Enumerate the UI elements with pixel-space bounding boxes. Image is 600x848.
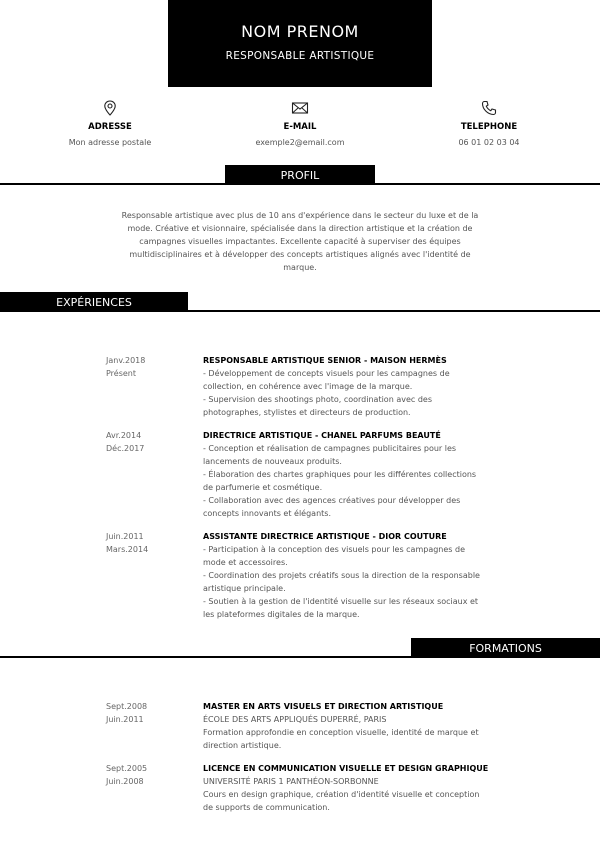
entry-title: MASTER EN ARTS VISUELS ET DIRECTION ARTISTIQUE — [203, 702, 444, 711]
entry-line: concepts innovants et élégants. — [203, 509, 331, 518]
profile-line: Responsable artistique avec plus de 10 ans d'expérience dans le secteur du luxe et de la — [121, 211, 479, 220]
entry-line: de parfumerie et cosmétique. — [203, 483, 323, 492]
entry-dates — [106, 700, 196, 726]
contact-label: E-MAIL — [283, 122, 317, 132]
profile-line: multidisciplinaires et à développer des concepts artistiques alignés avec l'identité de — [129, 250, 471, 259]
entry-line: - Supervision des shootings photo, coordination avec des — [203, 395, 432, 404]
entry-line: Cours en design graphique, création d'identité visuelle et conception — [203, 790, 480, 799]
entry-body — [203, 429, 493, 520]
date-end: Juin.2008 — [106, 777, 144, 786]
entry-line: de supports de communication. — [203, 803, 330, 812]
contact-value: 06 01 02 03 04 — [458, 138, 520, 147]
candidate-name: NOM PRENOM — [241, 22, 359, 41]
job-title: RESPONSABLE ARTISTIQUE — [225, 50, 375, 62]
entry-body — [203, 530, 493, 621]
entry-line: - Développement de concepts visuels pour les campagnes de — [203, 369, 450, 378]
entry-line: ÉCOLE DES ARTS APPLIQUÉS DUPERRÉ, PARIS — [203, 715, 387, 724]
entry-line: - Conception et réalisation de campagnes publicitaires pour les — [203, 444, 457, 453]
contact-value: Mon adresse postale — [68, 138, 152, 147]
entry-body — [203, 354, 493, 419]
entry-line: photographes, stylistes et directeurs de production. — [203, 408, 411, 417]
section-title-experience: EXPÉRIENCES — [0, 292, 188, 312]
date-end: Déc.2017 — [106, 444, 145, 453]
date-start: Juin.2011 — [106, 532, 144, 541]
envelope-icon — [291, 100, 309, 116]
entry-line: lancements de nouveaux produits. — [203, 457, 342, 466]
entry-line: Formation approfondie en conception visuelle, identité de marque et — [203, 728, 479, 737]
profile-summary — [114, 209, 486, 274]
entry-title: RESPONSABLE ARTISTIQUE SENIOR - MAISON HERMÈS — [203, 356, 447, 365]
contact-email — [210, 100, 390, 147]
entry-dates — [106, 530, 196, 556]
date-end: Présent — [106, 369, 137, 378]
section-title-profile: PROFIL — [225, 165, 375, 185]
entry-dates — [106, 354, 196, 380]
date-end: Juin.2011 — [106, 715, 144, 724]
contact-address — [20, 100, 200, 147]
date-end: Mars.2014 — [106, 545, 149, 554]
entry-dates — [106, 429, 196, 455]
entry-line: - Collaboration avec des agences créatives pour développer des — [203, 496, 461, 505]
entry-title: LICENCE EN COMMUNICATION VISUELLE ET DESIGN GRAPHIQUE — [203, 764, 489, 773]
entry-title: ASSISTANTE DIRECTRICE ARTISTIQUE - DIOR COUTURE — [203, 532, 447, 541]
profile-line: marque. — [283, 263, 317, 272]
entry-title: DIRECTRICE ARTISTIQUE - CHANEL PARFUMS BEAUTÉ — [203, 431, 441, 440]
profile-line: campagnes visuelles impactantes. Excellente capacité à superviser des équipes — [139, 237, 461, 246]
contact-phone — [399, 100, 579, 147]
entry-line: les plateformes digitales de la marque. — [203, 610, 360, 619]
entry-body — [203, 762, 493, 814]
entry-line: direction artistique. — [203, 741, 282, 750]
entry-line: - Élaboration des chartes graphiques pour les différentes collections — [203, 470, 477, 479]
header-banner — [168, 0, 432, 87]
map-pin-icon — [103, 100, 117, 116]
entry-body — [203, 700, 493, 752]
entry-dates — [106, 762, 196, 788]
phone-icon — [481, 100, 497, 116]
date-start: Sept.2008 — [106, 702, 148, 711]
section-title-education: FORMATIONS — [411, 638, 600, 658]
entry-line: - Participation à la conception des visuels pour les campagnes de — [203, 545, 466, 554]
entry-line: artistique principale. — [203, 584, 286, 593]
entry-line: - Coordination des projets créatifs sous la direction de la responsable — [203, 571, 480, 580]
date-start: Janv.2018 — [106, 356, 146, 365]
contact-label: TELEPHONE — [460, 122, 518, 132]
contact-value: exemple2@email.com — [255, 138, 345, 147]
contact-label: ADRESSE — [88, 122, 132, 132]
entry-line: collection, en cohérence avec l'image de la marque. — [203, 382, 413, 391]
profile-line: mode. Créative et visionnaire, spécialisée dans la direction artistique et la création de — [127, 224, 473, 233]
date-start: Avr.2014 — [106, 431, 142, 440]
date-start: Sept.2005 — [106, 764, 148, 773]
entry-line: - Soutien à la gestion de l'identité visuelle sur les réseaux sociaux et — [203, 597, 479, 606]
entry-line: mode et accessoires. — [203, 558, 288, 567]
entry-line: UNIVERSITÉ PARIS 1 PANTHÉON-SORBONNE — [203, 777, 379, 786]
